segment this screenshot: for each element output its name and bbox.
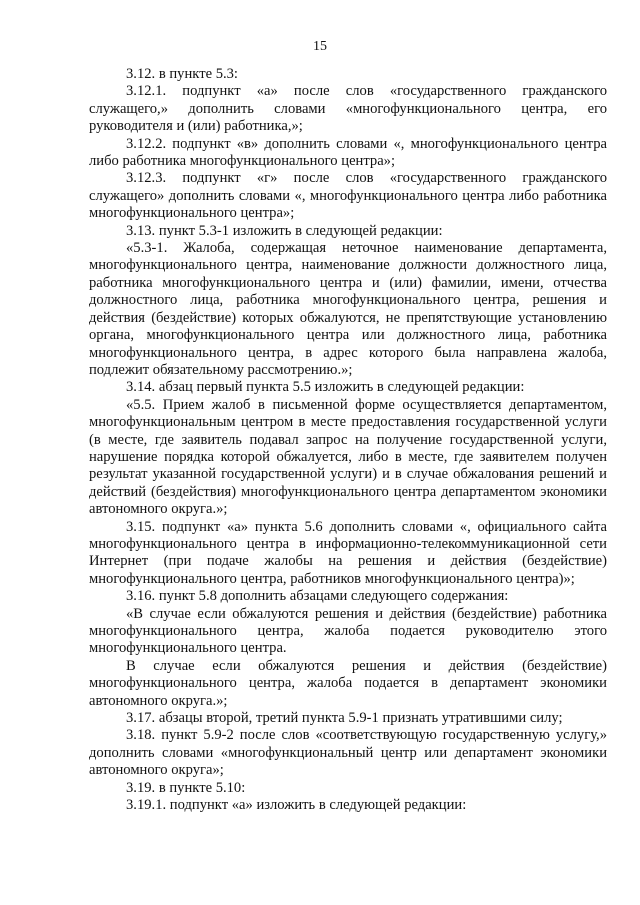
paragraph: 3.17. абзацы второй, третий пункта 5.9-1 признать утратившими силу; bbox=[126, 710, 563, 727]
paragraph: 3.13. пункт 5.3-1 изложить в следующей редакции: bbox=[126, 222, 443, 239]
paragraph: 3.19.1. подпункт «а» изложить в следующей редакции: bbox=[126, 797, 467, 814]
paragraph: 3.12. в пункте 5.3: bbox=[126, 66, 238, 82]
paragraph: «В случае если обжалуются решения и действия (бездействие) работника многофункционального центра, жалоба подается руководителю этого многофункционального центра. bbox=[89, 605, 607, 657]
paragraph: «5.5. Прием жалоб в письменной форме осуществляется департаментом, многофункциональным центром в месте предоставления государственной услуги (в месте, где заявитель подавал запрос на получение государственной услуги, нарушение порядка которой обжалуется, либо в месте, где заявителем получен результат указанной государственной услуги) и в случае обжалования решений и действий (бездействия) многофункционального центра департаментом экономики автономного округа.»; bbox=[89, 396, 607, 518]
paragraph: В случае если обжалуются решения и действия (бездействие) многофункционального центра, жалоба подается в департамент экономики автономного округа.»; bbox=[89, 657, 607, 709]
document-body bbox=[89, 66, 607, 814]
paragraph: 3.14. абзац первый пункта 5.5 изложить в следующей редакции: bbox=[126, 379, 525, 396]
paragraph: 3.16. пункт 5.8 дополнить абзацами следующего содержания: bbox=[126, 588, 509, 605]
paragraph: 3.18. пункт 5.9-2 после слов «соответствующую государственную услугу,» дополнить словами «многофункциональный центр или департамент экономики автономного округа»; bbox=[89, 727, 607, 779]
page-number: 15 bbox=[313, 39, 327, 54]
paragraph: «5.3-1. Жалоба, содержащая неточное наименование департамента, многофункционального центра, наименование должности должностного лица, работника многофункционального центра и (или) фамилии, имени, отчества должностного лица, работника многофункционального центра, решения и действия (бездействие) которых обжалуются, не препятствующие установлению органа, многофункционального центра или должностного лица, работника многофункционального центра, в адрес которого была направлена жалоба, подлежит обязательному рассмотрению.»; bbox=[89, 240, 607, 378]
paragraph: 3.12.1. подпункт «а» после слов «государственного гражданского служащего,» дополнить словами «многофункционального центра, его руководителя и (или) работника,»; bbox=[89, 83, 607, 135]
paragraph: 3.15. подпункт «а» пункта 5.6 дополнить словами «, официального сайта многофункционального центра в информационно-телекоммуникационной сети Интернет (при подаче жалобы на решения и действия (бездействие) многофункционального центра, работников многофункционального центра)»; bbox=[89, 518, 607, 587]
paragraph: 3.19. в пункте 5.10: bbox=[126, 779, 246, 796]
paragraph: 3.12.2. подпункт «в» дополнить словами «, многофункционального центра либо работника многофункционального центра»; bbox=[89, 135, 607, 170]
paragraph: 3.12.3. подпункт «г» после слов «государственного гражданского служащего» дополнить словами «, многофункционального центра либо работника многофункционального центра»; bbox=[89, 170, 607, 222]
